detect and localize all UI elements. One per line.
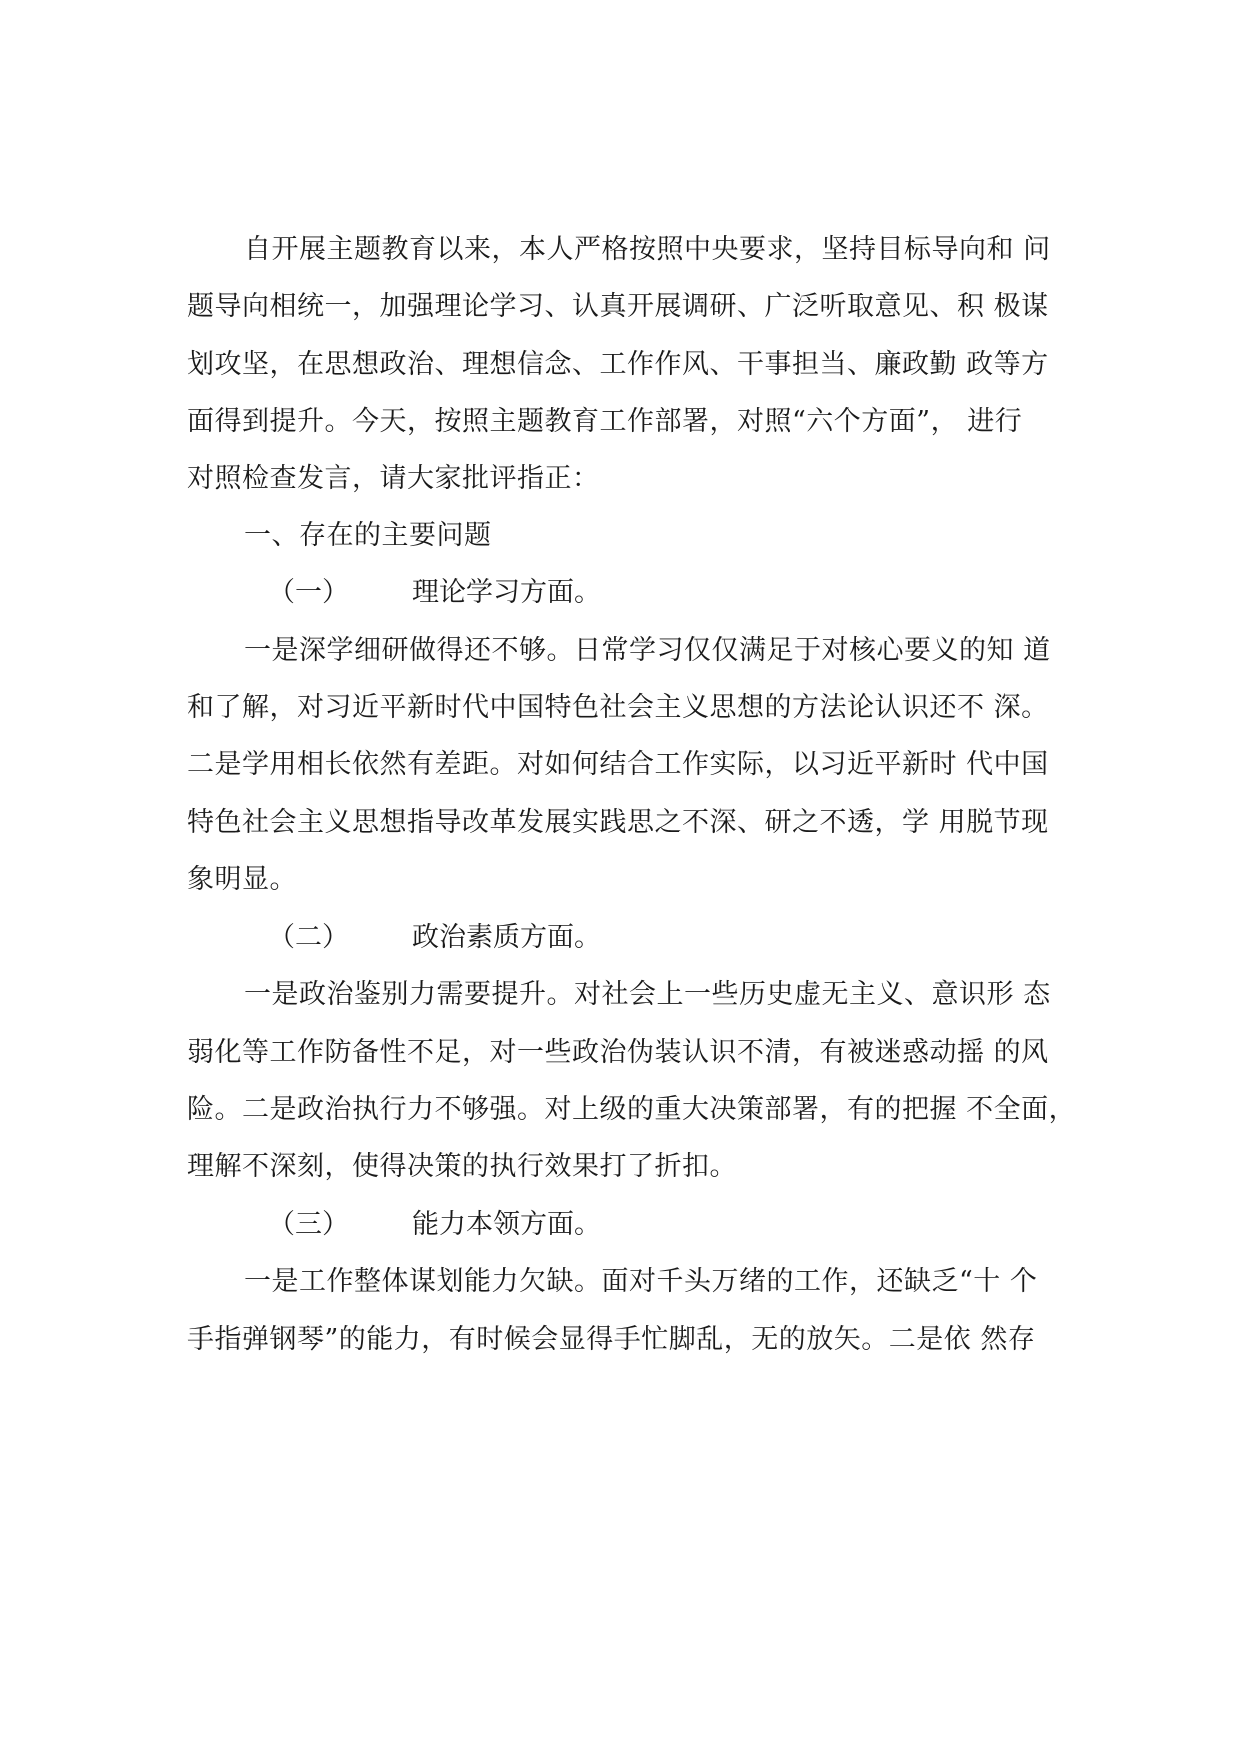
paragraph-line: 一是政治鉴别力需要提升。对社会上一些历史虚无主义、意识形 态 bbox=[244, 979, 1051, 1010]
section-heading: 一、存在的主要问题 bbox=[244, 520, 492, 551]
paragraph-line: 一是深学细研做得还不够。日常学习仅仅满足于对核心要义的知 道 bbox=[244, 635, 1051, 666]
paragraph-line: 手指弹钢琴”的能力，有时候会显得手忙脚乱，无的放矢。二是依 然存 bbox=[187, 1324, 1036, 1355]
paragraph-line: 一是工作整体谋划能力欠缺。面对千头万绪的工作，还缺乏“十 个 bbox=[244, 1266, 1038, 1297]
subheading-title: 理论学习方面。 bbox=[412, 577, 601, 608]
paragraph-line: 特色社会主义思想指导改革发展实践思之不深、研之不透，学 用脱节现 bbox=[187, 807, 1049, 838]
paragraph-line: 象明显。 bbox=[187, 864, 297, 895]
paragraph-line: 和了解，对习近平新时代中国特色社会主义思想的方法论认识还不 深。 bbox=[187, 692, 1049, 723]
paragraph-line: 划攻坚，在思想政治、理想信念、工作作风、干事担当、廉政勤 政等方 bbox=[187, 349, 1049, 380]
paragraph-line: 二是学用相长依然有差距。对如何结合工作实际，以习近平新时 代中国 bbox=[187, 749, 1049, 780]
paragraph-line: 理解不深刻，使得决策的执行效果打了折扣。 bbox=[187, 1151, 737, 1182]
paragraph-line: 面得到提升。今天，按照主题教育工作部署，对照“六个方面”， 进行 bbox=[187, 406, 1023, 437]
subheading-title: 能力本领方面。 bbox=[412, 1209, 601, 1240]
subheading-number: （二） bbox=[268, 922, 349, 953]
subheading-number: （三） bbox=[268, 1209, 349, 1240]
paragraph-line: 对照检查发言，请大家批评指正： bbox=[187, 463, 600, 494]
subheading-title: 政治素质方面。 bbox=[412, 922, 601, 953]
paragraph-line: 题导向相统一，加强理论学习、认真开展调研、广泛听取意见、积 极谋 bbox=[187, 291, 1049, 322]
paragraph-line: 险。二是政治执行力不够强。对上级的重大决策部署，有的把握 不全面， bbox=[187, 1094, 1077, 1125]
paragraph-line: 自开展主题教育以来，本人严格按照中央要求，坚持目标导向和 问 bbox=[244, 234, 1051, 265]
paragraph-line: 弱化等工作防备性不足，对一些政治伪装认识不清，有被迷惑动摇 的风 bbox=[187, 1037, 1049, 1068]
subheading-number: （一） bbox=[268, 577, 349, 608]
